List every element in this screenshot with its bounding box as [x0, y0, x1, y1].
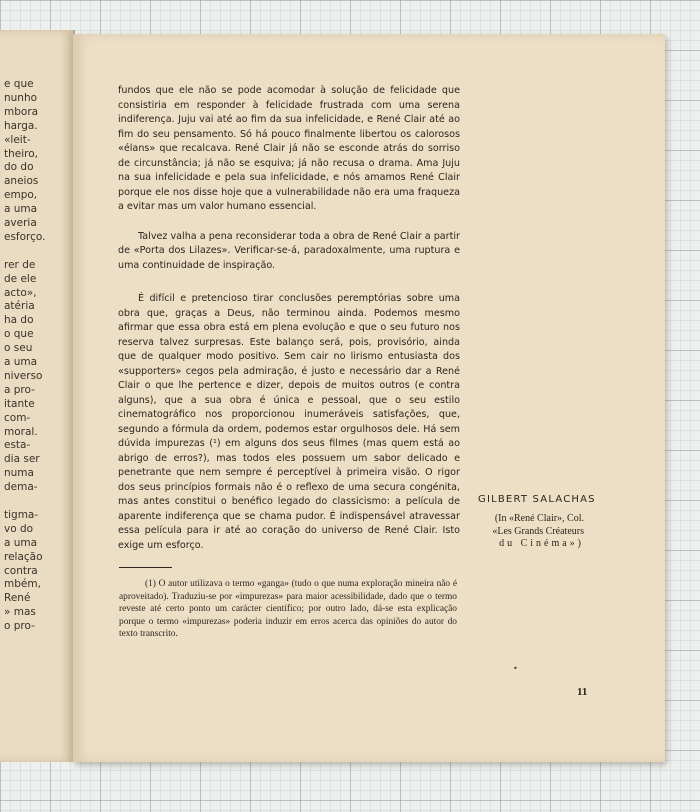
attribution — [478, 494, 618, 551]
previous-page-text-fragment: moral. — [4, 425, 38, 438]
previous-page-text-fragment: o pro- — [4, 620, 35, 633]
author-name: GILBERT SALACHAS — [478, 494, 596, 505]
previous-page-text-fragment: averia — [4, 217, 37, 229]
previous-page-text-fragment: «leit- — [4, 133, 31, 146]
previous-page-text-fragment: a pro- — [4, 383, 35, 396]
footnote: (1) O autor utilizava o termo «ganga» (tudo o que numa exploração mineira não é aproveitado). Traduziu-se por «impurezas» para maior acessibilidade, dado que o termo reveste até certo ponto um carácter científico; por outro lado, dá-se esta explicação porque o termo «impurezas» poderia induzir em erros acerca das opiniões do autor do texto transcrito. — [119, 579, 457, 640]
previous-page-text-fragment: relação — [4, 550, 43, 563]
previous-page-text-fragment: tigma- — [4, 508, 39, 521]
source-line: du Cinéma») — [499, 538, 584, 549]
previous-page-text-fragment: acto», — [4, 286, 37, 299]
previous-page-text-fragment: itante — [4, 397, 35, 410]
page-number: 11 — [577, 686, 588, 698]
previous-page-text-fragment: e que — [4, 78, 34, 90]
previous-page-text-fragment: do do — [4, 161, 34, 174]
source-citation — [478, 513, 584, 551]
article-body — [118, 84, 460, 553]
previous-page-text-fragment: nunho — [4, 91, 38, 104]
previous-page-text-fragment: esta- — [4, 439, 31, 452]
previous-page-text-fragment: a uma — [4, 536, 38, 549]
footnote-rule — [119, 567, 172, 568]
source-line: «Les Grands Créateurs — [492, 525, 584, 537]
previous-page-text-fragment: vo do — [4, 522, 34, 535]
previous-page-text-fragment: esforço. — [4, 230, 46, 243]
previous-page-text-fragment: » mas — [4, 606, 36, 619]
previous-page-text-fragment: a uma — [4, 356, 38, 368]
previous-page-text-fragment: harga. — [4, 119, 38, 132]
previous-page-text-fragment: mbém, — [4, 578, 41, 591]
previous-page-text-fragment: René — [4, 592, 31, 605]
previous-page-text-fragment: atéria — [4, 300, 35, 313]
previous-page-text-fragment: dema- — [4, 481, 38, 494]
previous-page-text-fragment: numa — [4, 467, 34, 480]
previous-page-text-fragment: empo, — [4, 189, 38, 202]
source-line: (In «René Clair», Col. — [494, 513, 584, 524]
previous-page-text-fragment: de ele — [4, 272, 37, 285]
previous-page-edge — [0, 30, 75, 762]
paragraph: Talvez valha a pena reconsiderar toda a obra de René Clair a partir de «Porta dos Lilazes». Verificar-se-á, paradoxalmente, uma ruptura e uma continuidade de inspiração. — [118, 230, 460, 271]
previous-page-text-fragment: contra — [4, 564, 38, 577]
paragraph: fundos que ele não se pode acomodar à solução de felicidade que consistiria em responder à felicidade frustrada com uma serena indiferença. Juju vai até ao fim da sua infelicidade, e René Clair até ao fim do seu pensamento. Só há pouco finalmente libertou os calorosos «élans» que recalcava. René Clair já não se esconde atrás do sorriso de circunstância; já não se esquiva; já não recusa o drama. Ama Juju na sua infelicidade e pela sua infelicidade, e nós amamos René Clair porque ele nos disse hoje que a vulnerabilidade não era uma fraqueza a evitar mas um valor humano essencial. — [118, 85, 460, 212]
previous-page-text-fragment: theiro, — [4, 147, 38, 160]
previous-page-text-fragment: dia ser — [4, 453, 40, 466]
previous-page-text-fragment: niverso — [4, 369, 43, 382]
printer-mark: • — [513, 664, 518, 673]
book-page — [73, 34, 665, 762]
previous-page-text-fragment: aneios — [4, 175, 39, 188]
paragraph: É difícil e pretencioso tirar conclusões peremptórias sobre uma obra que, graças a Deus, não terminou ainda. Podemos mesmo afirmar que essa obra está em plena evolução e que o seu futuro nos reserva talvez surpresas. Este balanço será, pois, provisório, ainda que de qualquer modo positivo. Sem cair no lirismo entusiasta dos «supporters» cegos pela admiração, é justo e necessário dar a René Clair o que lhe pertence e dizer, depois de muitos outros (e contra alguns), que a sua obra é única e pessoal, que o seu estilo cinematográfico nos proporcionou inumeráveis satisfações, que, segundo a fórmula da ordem, podemos estar orgulhosos dele. Há sem dúvida impurezas (¹) em alguns dos seus filmes (mas quem está ao abrigo de erros?), mas todos eles possuem um sabor delicado e penetrante que nem sempre é perceptível à primeira visão. O rigor dos seus princípios formais não é o reflexo de uma secura congénita, mas antes constitui o benéfico legado do classicismo: a película de aparente indiferença que se chama pudor. É indispensável atravessar essa película para ir até ao coração do universo de René Clair. Isto exige um esforço. — [118, 293, 460, 551]
previous-page-text-fragment: mbora — [4, 105, 39, 118]
previous-page-text-fragment: o que — [4, 328, 34, 341]
previous-page-text-fragment: o seu — [4, 342, 33, 355]
previous-page-text-fragment: ha do — [4, 314, 34, 327]
previous-page-text-fragment: rer de — [4, 258, 36, 271]
previous-page-text-fragment: com- — [4, 411, 31, 424]
previous-page-text-fragment: a uma — [4, 203, 38, 216]
